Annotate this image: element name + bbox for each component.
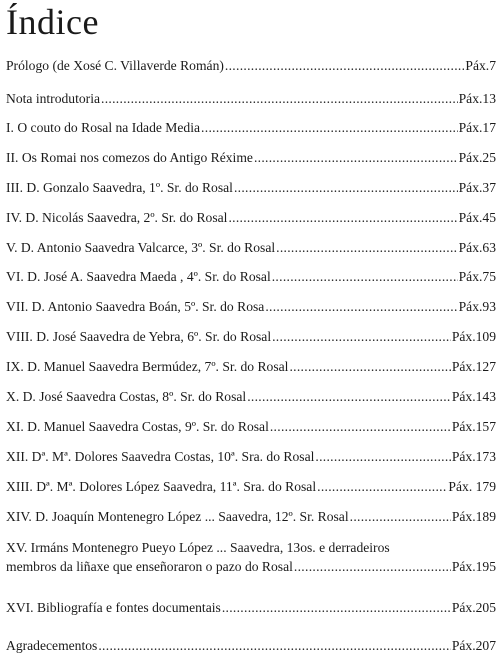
toc-entry <box>6 120 496 136</box>
toc-entry <box>6 359 496 375</box>
dot-leader <box>289 359 450 375</box>
dot-leader <box>265 299 457 315</box>
toc-page-number: Páx.17 <box>458 120 496 135</box>
dot-leader <box>98 638 450 654</box>
toc-entry-title: VI. D. José A. Saavedra Maeda , 4º. Sr. do Rosal <box>6 269 271 284</box>
toc-page-number: Páx.205 <box>451 600 496 615</box>
toc-entry-title: VII. D. Antonio Saavedra Boán, 5º. Sr. do Rosa <box>6 299 265 314</box>
toc-page-number: Páx.13 <box>458 91 496 106</box>
toc-entry-title: III. D. Gonzalo Saavedra, 1º. Sr. do Rosal <box>6 180 233 195</box>
page-title: Índice <box>6 2 99 42</box>
dot-leader <box>254 150 458 166</box>
toc-page-number: Páx.45 <box>458 210 496 225</box>
toc-entry-title: VIII. D. José Saavedra de Yebra, 6º. Sr. do Rosal <box>6 329 272 344</box>
dot-leader <box>272 329 451 345</box>
dot-leader <box>317 479 447 495</box>
toc-page-number: Páx.7 <box>465 58 496 73</box>
toc-page-number: Páx.173 <box>451 449 496 464</box>
dot-leader <box>101 91 458 107</box>
toc-entry-title: XIII. Dª. Mª. Dolores López Saavedra, 11ª. Sra. do Rosal <box>6 479 317 494</box>
toc-page-number: Páx.75 <box>458 269 496 284</box>
toc-entry-title: XI. D. Manuel Saavedra Costas, 9º. Sr. do Rosal <box>6 419 269 434</box>
toc-page-number: Páx.189 <box>451 509 496 524</box>
dot-leader <box>222 600 451 616</box>
dot-leader <box>234 180 458 196</box>
toc-page-number: Páx.143 <box>451 389 496 404</box>
toc-entry <box>6 150 496 166</box>
toc-entry-title: IX. D. Manuel Saavedra Bermúdez, 7º. Sr. do Rosal <box>6 359 289 374</box>
toc-entry-title: XII. Dª. Mª. Dolores Saavedra Costas, 10ª. Sra. do Rosal <box>6 449 315 464</box>
dot-leader <box>350 509 451 525</box>
toc-entry-title: II. Os Romai nos comezos do Antigo Réxime <box>6 150 253 165</box>
toc-entry <box>6 210 496 226</box>
dot-leader <box>276 240 457 256</box>
dot-leader <box>201 120 458 136</box>
toc-entry <box>6 540 496 575</box>
dot-leader <box>270 419 451 435</box>
toc-entry-title: X. D. José Saavedra Costas, 8º. Sr. do Rosal <box>6 389 247 404</box>
toc-entry-title: XIV. D. Joaquín Montenegro López ... Saavedra, 12º. Sr. Rosal <box>6 509 349 524</box>
toc-entry-title: Prólogo (de Xosé C. Villaverde Román) <box>6 58 224 73</box>
toc-page-number: Páx.195 <box>451 559 496 574</box>
toc-entry <box>6 638 496 654</box>
dot-leader <box>294 559 451 575</box>
toc-entry <box>6 600 496 616</box>
toc-entry-title: XVI. Bibliografía e fontes documentais <box>6 600 221 615</box>
dot-leader <box>228 210 457 226</box>
toc-page-number: Páx.25 <box>458 150 496 165</box>
toc-entry-title: I. O couto do Rosal na Idade Media <box>6 120 201 135</box>
toc-entry-title-line1: XV. Irmáns Montenegro Pueyo López ... Saavedra, 13os. e derradeiros <box>6 540 390 555</box>
toc-entry <box>6 389 496 405</box>
dot-leader <box>272 269 458 285</box>
toc-entry <box>6 329 496 345</box>
toc-page-number: Páx.207 <box>451 638 496 653</box>
toc-entry-title: membros da liñaxe que enseñoraron o pazo do Rosal <box>6 559 293 574</box>
toc-page-number: Páx. 179 <box>448 479 496 494</box>
toc-entry <box>6 269 496 285</box>
toc-page-number: Páx.37 <box>458 180 496 195</box>
toc-entry <box>6 479 496 495</box>
toc-entry-title: Agradecementos <box>6 638 98 653</box>
dot-leader <box>225 58 465 74</box>
toc-entry <box>6 449 496 465</box>
toc-entry <box>6 58 496 74</box>
toc-entry <box>6 240 496 256</box>
toc-page-number: Páx.157 <box>451 419 496 434</box>
toc-page-number: Páx.93 <box>458 299 496 314</box>
toc-entry <box>6 419 496 435</box>
dot-leader <box>247 389 451 405</box>
toc-entry-title: IV. D. Nicolás Saavedra, 2º. Sr. do Rosal <box>6 210 228 225</box>
toc-page-number: Páx.109 <box>451 329 496 344</box>
toc-entry <box>6 91 496 107</box>
toc-entry-title: V. D. Antonio Saavedra Valcarce, 3º. Sr. do Rosal <box>6 240 276 255</box>
toc-entry <box>6 180 496 196</box>
toc-entry-title: Nota introdutoria <box>6 91 101 106</box>
toc-entry <box>6 299 496 315</box>
toc-page-number: Páx.63 <box>458 240 496 255</box>
toc-page-number: Páx.127 <box>451 359 496 374</box>
dot-leader <box>315 449 450 465</box>
toc-entry <box>6 509 496 525</box>
